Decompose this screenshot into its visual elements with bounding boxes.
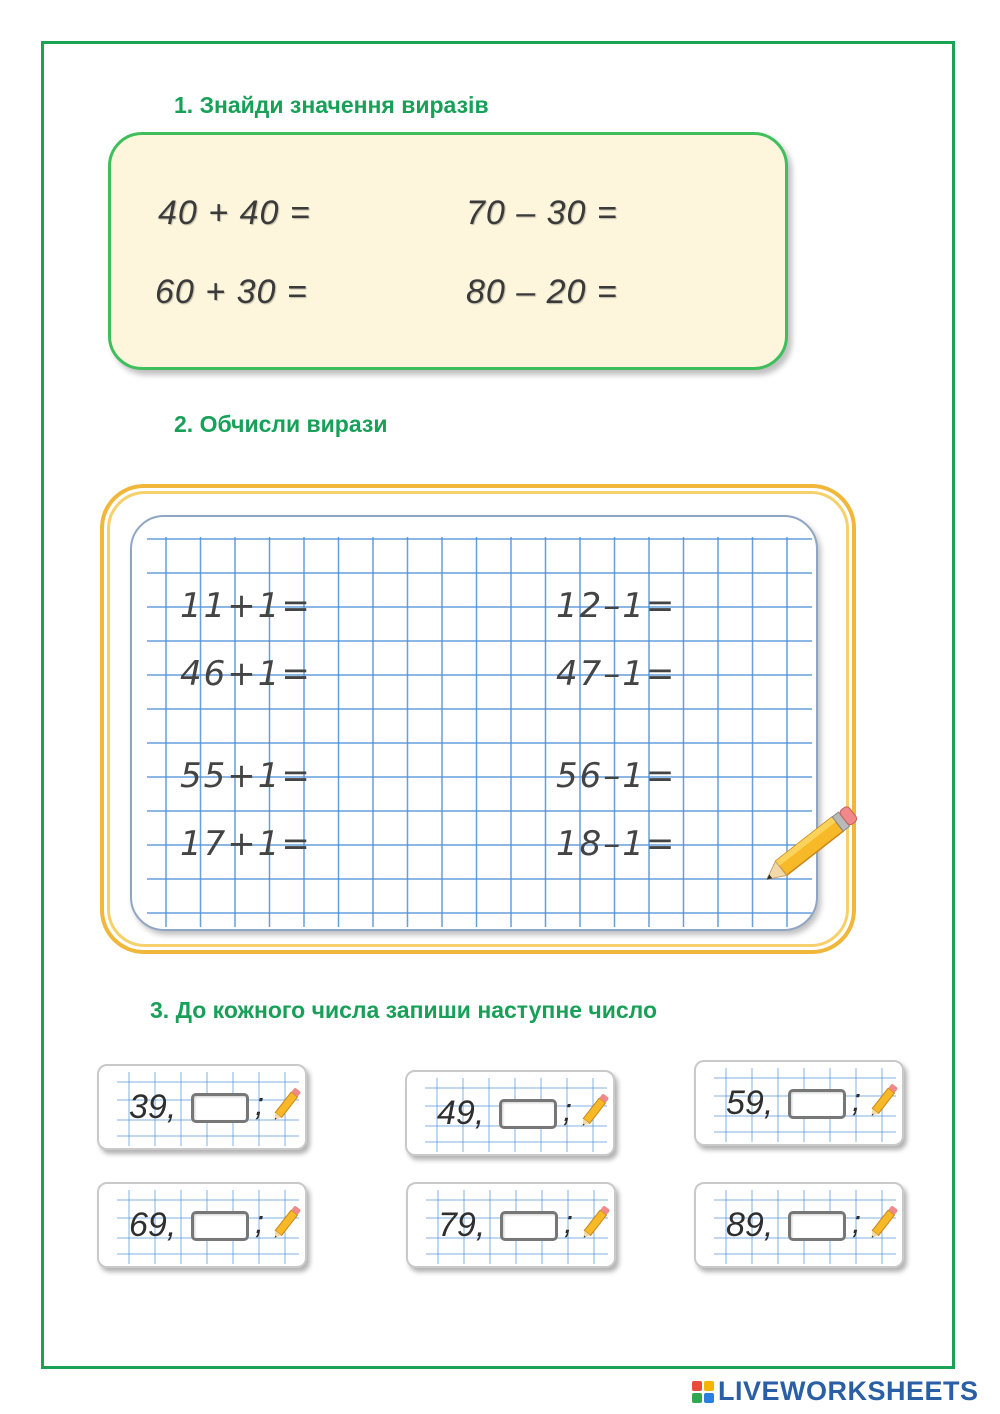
- card-separator: ;: [852, 1082, 861, 1118]
- task1-expression[interactable]: 60 + 30 =: [155, 273, 308, 311]
- task2-expression-left[interactable]: 11+1=: [180, 586, 312, 626]
- next-number-card: [406, 1182, 616, 1268]
- answer-input[interactable]: [191, 1211, 249, 1241]
- logo-square: [692, 1393, 702, 1403]
- task1-expression-box: [108, 132, 788, 370]
- card-separator: ;: [255, 1204, 264, 1240]
- pencil-icon: [575, 1086, 615, 1134]
- liveworksheets-logo[interactable]: [692, 1376, 979, 1407]
- task2-expression-right[interactable]: 56–1=: [556, 756, 677, 796]
- answer-input[interactable]: [788, 1211, 846, 1241]
- card-separator: ;: [255, 1086, 264, 1122]
- card-number: 59,: [726, 1084, 774, 1122]
- task2-expression-left[interactable]: 17+1=: [180, 824, 312, 864]
- answer-input[interactable]: [500, 1211, 558, 1241]
- next-number-card: [97, 1064, 307, 1150]
- card-number: 79,: [438, 1206, 486, 1244]
- logo-square: [704, 1381, 714, 1391]
- task2-expression-right[interactable]: 47–1=: [556, 654, 677, 694]
- card-number: 49,: [437, 1094, 485, 1132]
- pencil-icon: [864, 1076, 904, 1124]
- task1-heading: 1. Знайди значення виразів: [174, 92, 489, 118]
- card-separator: ;: [563, 1092, 572, 1128]
- pencil-icon: [752, 795, 868, 899]
- grid-lines: [132, 517, 818, 931]
- task3-heading: 3. До кожного числа запиши наступне число: [150, 997, 658, 1023]
- pencil-icon: [576, 1198, 616, 1246]
- next-number-card: [694, 1182, 904, 1268]
- task1-expression[interactable]: 80 – 20 =: [466, 273, 618, 311]
- logo-square: [704, 1393, 714, 1403]
- card-number: 69,: [129, 1206, 177, 1244]
- task2-expression-left[interactable]: 55+1=: [180, 756, 312, 796]
- liveworksheets-icon: [692, 1381, 714, 1403]
- logo-text: LIVEWORKSHEETS: [718, 1376, 979, 1406]
- next-number-card: [97, 1182, 307, 1268]
- task1-expression[interactable]: 40 + 40 =: [158, 194, 311, 232]
- grid-board: [130, 515, 818, 931]
- card-number: 39,: [129, 1088, 177, 1126]
- next-number-card: [405, 1070, 615, 1156]
- task2-heading: 2. Обчисли вирази: [174, 411, 388, 437]
- next-number-card: [694, 1060, 904, 1146]
- answer-input[interactable]: [499, 1099, 557, 1129]
- pencil-icon: [267, 1080, 307, 1128]
- card-number: 89,: [726, 1206, 774, 1244]
- task1-expression[interactable]: 70 – 30 =: [466, 194, 618, 232]
- task2-expression-right[interactable]: 18–1=: [556, 824, 677, 864]
- card-separator: ;: [564, 1204, 573, 1240]
- answer-input[interactable]: [788, 1089, 846, 1119]
- logo-square: [692, 1381, 702, 1391]
- pencil-icon: [864, 1198, 904, 1246]
- answer-input[interactable]: [191, 1093, 249, 1123]
- card-separator: ;: [852, 1204, 861, 1240]
- pencil-icon: [267, 1198, 307, 1246]
- task2-expression-left[interactable]: 46+1=: [180, 654, 312, 694]
- task2-expression-right[interactable]: 12–1=: [556, 586, 677, 626]
